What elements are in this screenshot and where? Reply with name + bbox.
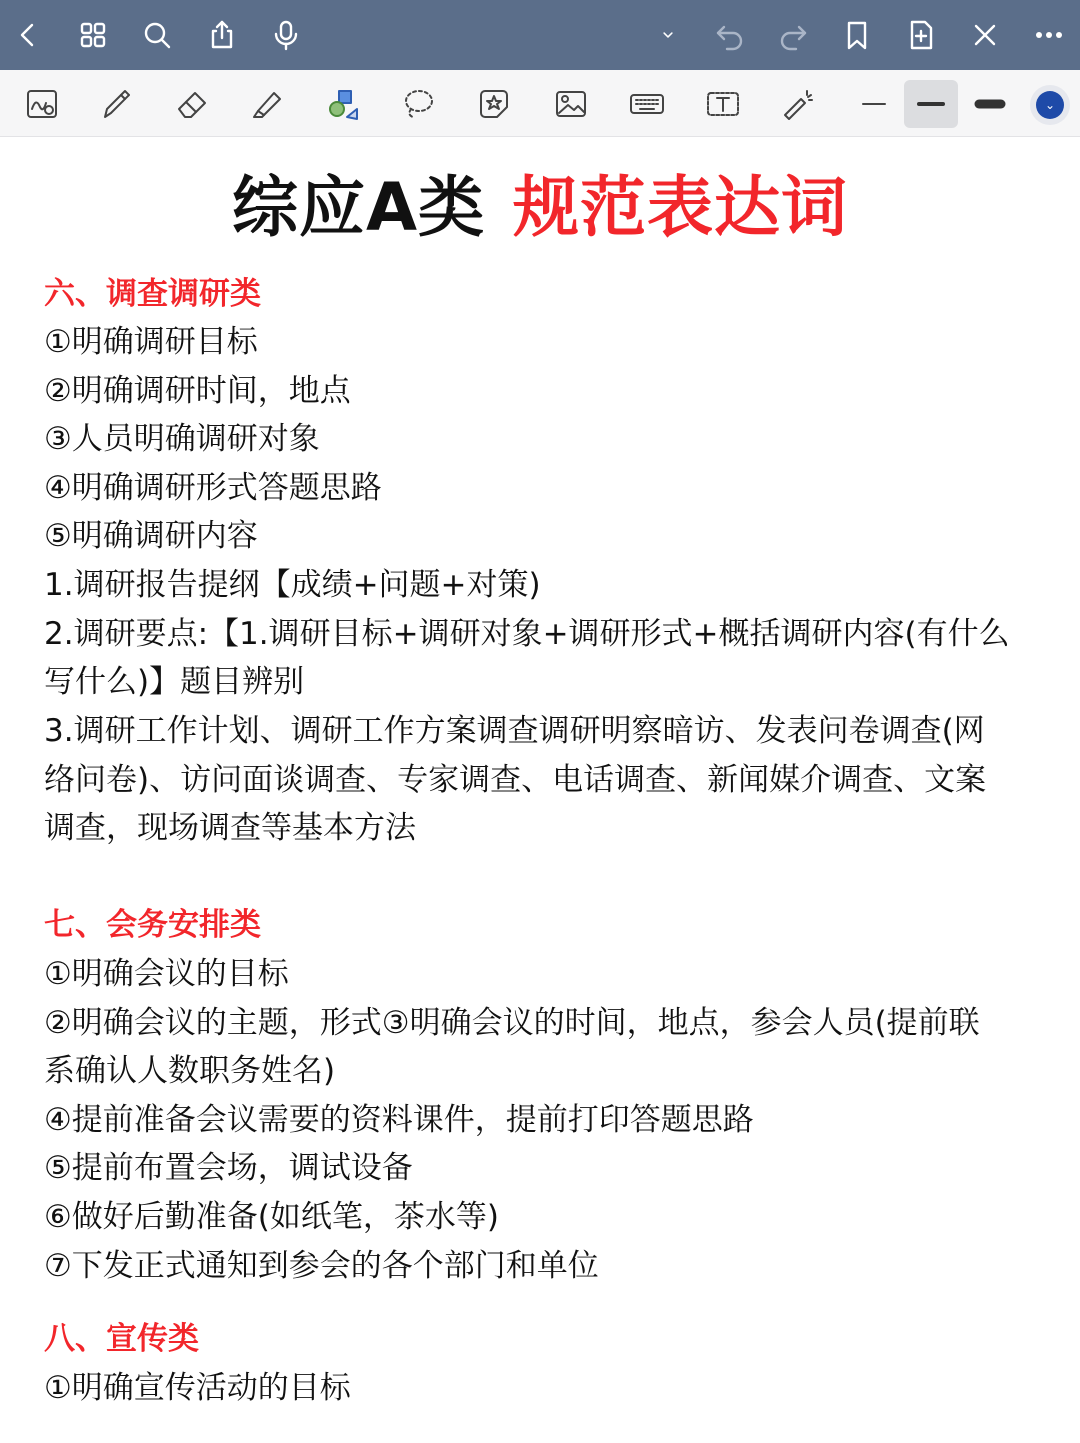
bookmark-icon[interactable] (835, 13, 879, 57)
list-item: ①明确调研目标 (44, 324, 258, 360)
stroke-medium-icon[interactable] (909, 82, 953, 126)
top-app-bar (0, 0, 1080, 70)
list-item: ①明确宣传活动的目标 (44, 1370, 351, 1406)
shapes-icon[interactable] (320, 82, 364, 126)
list-item: ⑦下发正式通知到参会的各个部门和单位 (44, 1248, 599, 1284)
back-icon[interactable] (6, 13, 50, 57)
title-red: 规范表达词 (513, 169, 849, 246)
list-item: 1.调研报告提纲【成绩+问题+对策) (44, 567, 541, 603)
list-item: 络问卷)、访问面谈调查、专家调查、电话调查、新闻媒介调查、文案 (44, 762, 987, 798)
chevron-down-icon[interactable] (646, 13, 690, 57)
laser-pointer-icon[interactable] (776, 82, 820, 126)
grid-icon[interactable] (71, 13, 115, 57)
section-heading: 八、宣传类 (44, 1321, 199, 1357)
section-heading: 六、调查调研类 (44, 276, 261, 312)
list-item: ④明确调研形式答题思路 (44, 470, 382, 506)
list-item: ①明确会议的目标 (44, 956, 289, 992)
stroke-thin-icon[interactable] (852, 82, 896, 126)
list-item: ⑤提前布置会场，调试设备 (44, 1150, 413, 1186)
lasso-icon[interactable] (396, 82, 440, 126)
image-icon[interactable] (549, 82, 593, 126)
list-item: 写什么)】题目辨别 (44, 664, 305, 700)
search-icon[interactable] (135, 13, 179, 57)
list-item: 3.调研工作计划、调研工作方案调查调研明察暗访、发表问卷调查(网 (44, 713, 985, 749)
zoom-writing-icon[interactable] (20, 82, 64, 126)
sticker-icon[interactable] (472, 82, 516, 126)
stroke-thick-icon[interactable] (968, 82, 1012, 126)
title-black: 综应A类 (231, 169, 486, 246)
list-item: ⑤明确调研内容 (44, 518, 258, 554)
keyboard-icon[interactable] (625, 82, 669, 126)
text-box-icon[interactable] (701, 82, 745, 126)
color-picker-button[interactable] (1030, 85, 1070, 125)
list-item: ⑥做好后勤准备(如纸笔，茶水等) (44, 1199, 499, 1235)
list-item: ④提前准备会议需要的资料课件，提前打印答题思路 (44, 1102, 754, 1138)
highlighter-icon[interactable] (245, 82, 289, 126)
list-item: 调查，现场调查等基本方法 (44, 810, 416, 846)
redo-icon[interactable] (771, 13, 815, 57)
list-item: ②明确调研时间，地点 (44, 373, 351, 409)
more-icon[interactable] (1027, 13, 1071, 57)
chevron-down-icon: ⌄ (1036, 91, 1064, 119)
list-item: ②明确会议的主题，形式③明确会议的时间，地点，参会人员(提前联 (44, 1005, 980, 1041)
note-page[interactable] (0, 136, 1080, 1443)
list-item: 2.调研要点:【1.调研目标+调研对象+调研形式+概括调研内容(有什么 (44, 616, 1010, 652)
page-title (0, 166, 1080, 250)
list-item: ③人员明确调研对象 (44, 421, 320, 457)
eraser-icon[interactable] (170, 82, 214, 126)
undo-icon[interactable] (708, 13, 752, 57)
share-icon[interactable] (200, 13, 244, 57)
microphone-icon[interactable] (264, 13, 308, 57)
pen-icon[interactable] (94, 82, 138, 126)
close-icon[interactable] (963, 13, 1007, 57)
add-page-icon[interactable] (899, 13, 943, 57)
list-item: 系确认人数职务姓名) (44, 1053, 336, 1089)
section-heading: 七、会务安排类 (44, 907, 261, 943)
